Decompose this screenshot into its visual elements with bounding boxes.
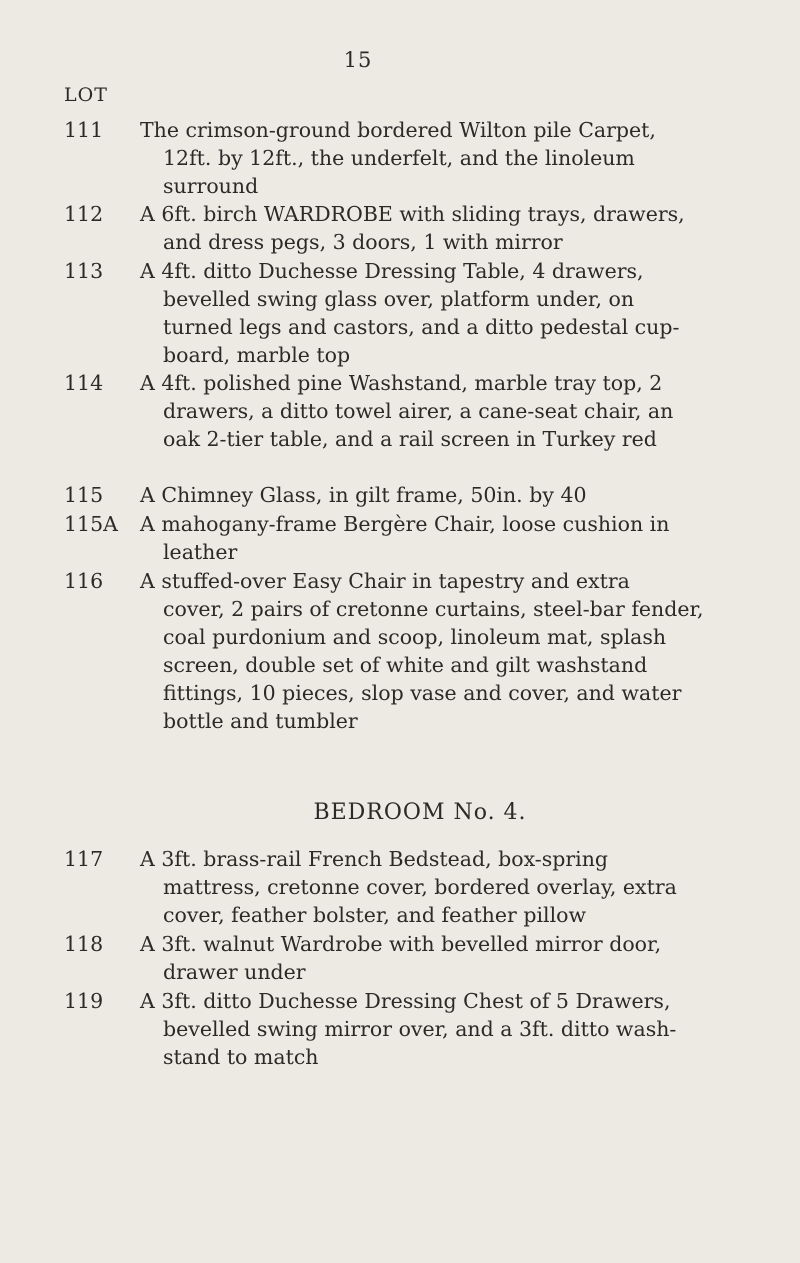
lot-column-header: LOT [64,84,108,106]
lot-description-line: screen, double set of white and gilt washstand [163,653,648,677]
lot-description-line: board, marble top [163,343,351,367]
lot-description-line: bevelled swing mirror over, and a 3ft. ditto wash- [163,1017,677,1041]
lot-entry [64,567,764,735]
lot-entry [64,116,764,200]
lot-description [140,116,764,200]
lot-number: 112 [64,202,104,226]
lot-description-line: coal purdonium and scoop, linoleum mat, splash [163,625,667,649]
lot-description [140,481,764,509]
lot-description-line: and dress pegs, 3 doors, 1 with mirror [163,230,563,254]
lot-description-line: oak 2-tier table, and a rail screen in Turkey red [163,427,657,451]
lot-number: 111 [64,118,104,142]
lot-description-line: fittings, 10 pieces, slop vase and cover, and water [163,681,682,705]
lot-description-line: bottle and tumbler [163,709,358,733]
lot-entry [64,510,764,566]
lot-description [140,369,764,453]
lot-number: 114 [64,371,104,395]
lot-description-line: drawers, a ditto towel airer, a cane-seat chair, an [163,399,674,423]
lot-description-line: A 4ft. polished pine Washstand, marble tray top, 2 [140,371,663,395]
lot-description-line: leather [163,540,238,564]
lot-description-line: The crimson-ground bordered Wilton pile Carpet, [140,118,656,142]
lot-entry [64,987,764,1071]
lot-entry [64,481,764,509]
lot-description-line: A stuffed-over Easy Chair in tapestry and extra [140,569,630,593]
page-number: 15 [343,48,373,72]
lot-description-line: cover, 2 pairs of cretonne curtains, steel-bar fender, [163,597,704,621]
lot-description-line: A Chimney Glass, in gilt frame, 50in. by 40 [140,483,587,507]
lot-description [140,200,764,256]
lot-description-line: A mahogany-frame Bergère Chair, loose cushion in [140,512,670,536]
lot-description-line: A 3ft. ditto Duchesse Dressing Chest of 5 Drawers, [140,989,671,1013]
lot-description [140,845,764,929]
lot-entry [64,930,764,986]
lot-description [140,510,764,566]
section-heading: BEDROOM No. 4. [313,800,527,825]
lot-description-line: surround [163,174,259,198]
lot-description-line: A 3ft. brass-rail French Bedstead, box-spring [140,847,609,871]
lot-number: 115A [64,512,118,536]
lot-entry [64,845,764,929]
lot-description-line: turned legs and castors, and a ditto pedestal cup- [163,315,680,339]
lot-entry [64,369,764,453]
lot-description-line: bevelled swing glass over, platform under, on [163,287,635,311]
lot-description [140,987,764,1071]
lot-description-line: A 6ft. birch WARDROBE with sliding trays, drawers, [140,202,685,226]
lot-description [140,930,764,986]
lot-description-line: mattress, cretonne cover, bordered overlay, extra [163,875,677,899]
lot-number: 117 [64,847,104,871]
lot-description-line: drawer under [163,960,306,984]
lot-number: 115 [64,483,104,507]
lot-number: 119 [64,989,104,1013]
lot-description-line: stand to match [163,1045,319,1069]
lot-description [140,567,764,735]
lot-entry [64,257,764,369]
lot-number: 116 [64,569,104,593]
lot-number: 113 [64,259,104,283]
lot-description-line: A 4ft. ditto Duchesse Dressing Table, 4 drawers, [140,259,644,283]
lot-description-line: 12ft. by 12ft., the underfelt, and the linoleum [163,146,635,170]
lot-number: 118 [64,932,104,956]
lot-entry [64,200,764,256]
lot-description-line: A 3ft. walnut Wardrobe with bevelled mirror door, [140,932,662,956]
lot-description [140,257,764,369]
lot-description-line: cover, feather bolster, and feather pillow [163,903,587,927]
